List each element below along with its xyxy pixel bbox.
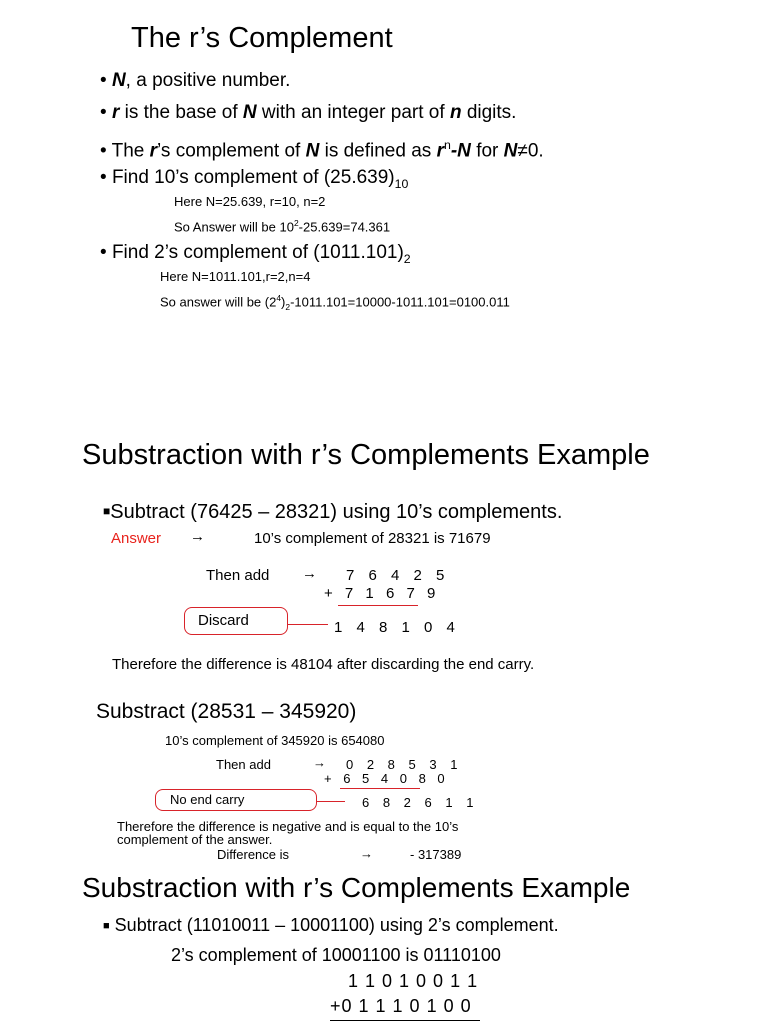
binary-row2: +0 1 1 1 0 1 0 0 xyxy=(330,996,472,1016)
arrow-icon: → xyxy=(360,846,373,861)
example2-answer: So answer will be $(2^4)_2-1011.101=10000-1011.101=0100.011$ xyxy=(160,293,510,312)
arrow-icon: → xyxy=(302,565,317,582)
bullet-dot: • xyxy=(100,167,112,188)
square-bullet-icon: ■ xyxy=(103,920,110,932)
sum-line xyxy=(338,605,418,606)
answer-label: Answer xyxy=(111,530,162,547)
no-carry-label: No end carry xyxy=(170,792,245,807)
slide2-bullet: ■Subtract (76425 – 28321) using 10’s complements. xyxy=(103,501,563,523)
discard-pointer xyxy=(288,624,328,625)
bullet-find-2s: • Find 2’s complement of $(1011.101)_2$ xyxy=(100,242,411,266)
add-row2-b: + 6 5 4 0 8 0 xyxy=(324,771,449,786)
add-row2: + 7 1 6 7 9 xyxy=(324,585,440,602)
bullet-dot: • xyxy=(100,242,112,263)
conclusion-line2: complement of the answer. xyxy=(117,832,273,847)
slide2-title: Substraction with r’s Complements Example xyxy=(82,439,650,471)
arrow-icon: → xyxy=(190,528,205,545)
difference-label: Difference is xyxy=(217,847,290,862)
conclusion-line1: Therefore the difference is negative and is equal to the 10’s xyxy=(117,819,459,834)
then-add-label: Then add xyxy=(206,567,270,584)
binary-row1: 1 1 0 1 0 0 1 1 xyxy=(348,971,479,991)
sum-line-2 xyxy=(340,788,420,789)
slide3-heading: Substract (28531 – 345920) xyxy=(96,700,357,723)
bullet-n-positive: • N, a positive number. xyxy=(100,70,291,91)
complement-line-2s: 2’s complement of 10001100 is 01110100 xyxy=(171,945,501,965)
bullet-definition: • The r’s complement of N is defined as $r^n-N$ for N≠0. xyxy=(100,138,544,162)
add-row1: 7 6 4 2 5 xyxy=(346,567,450,584)
slide4-bullet: ■ Subtract (11010011 – 10001100) using 2’s complement. xyxy=(103,915,559,935)
answer-text: 10’s complement of 28321 is 71679 xyxy=(254,530,491,547)
add-result: 1 4 8 1 0 4 xyxy=(334,619,460,636)
arrow-icon: → xyxy=(313,755,326,770)
no-carry-pointer xyxy=(317,801,345,802)
example1-here: Here N=25.639, r=10, n=2 xyxy=(174,194,326,209)
square-bullet-icon: ■ xyxy=(103,504,111,518)
binary-sum-line xyxy=(330,1020,480,1021)
example1-answer: So Answer will be $10^2-25.639=74.361$ xyxy=(174,218,391,235)
add-result-b: 6 8 2 6 1 1 xyxy=(362,795,479,810)
difference-value: - 317389 xyxy=(410,847,462,862)
bullet-dot: • xyxy=(100,140,112,162)
add-row1-b: 0 2 8 5 3 1 xyxy=(346,757,463,772)
bullet-dot: • xyxy=(100,70,112,91)
bullet-dot: • xyxy=(100,102,112,123)
bullet-find-10s: • Find 10’s complement of $(25.639)_{10}$ xyxy=(100,167,409,191)
bullet-r-base: • r is the base of N with an integer part of n digits. xyxy=(100,102,517,123)
example2-here: Here N=1011.101,r=2,n=4 xyxy=(160,269,311,284)
discard-label: Discard xyxy=(198,612,249,629)
then-add-label-2: Then add xyxy=(216,757,271,772)
slide4-title: Substraction with r’s Complements Example xyxy=(82,872,631,903)
complement-line: 10’s complement of 345920 is 654080 xyxy=(165,733,385,748)
slide1-title: The r’s Complement xyxy=(131,22,393,54)
conclusion-text: Therefore the difference is 48104 after discarding the end carry. xyxy=(112,656,535,673)
